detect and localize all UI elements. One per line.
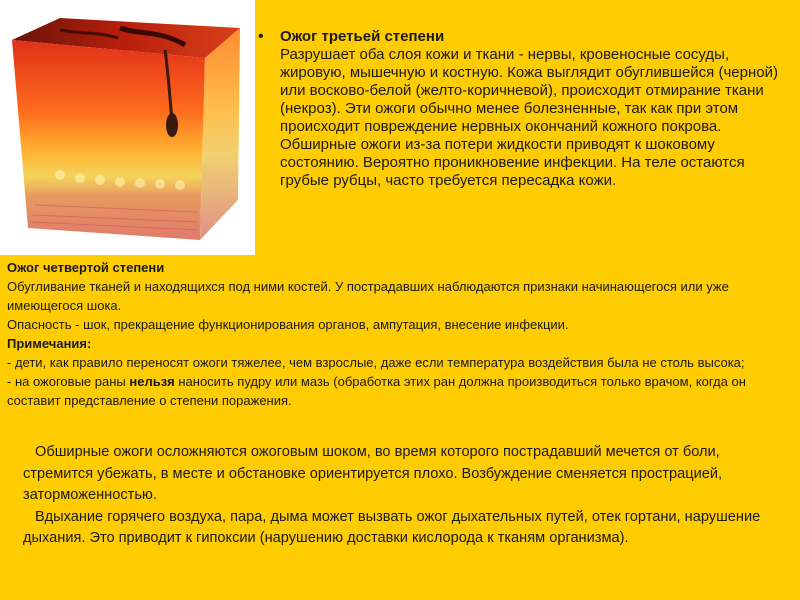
fourth-degree-section [7, 258, 792, 410]
notes-heading: Примечания: [7, 336, 92, 351]
note-1: - дети, как правило переносят ожоги тяжелее, чем взрослые, даже если температура воздействия была не столь высока; [7, 355, 745, 370]
bottom-section [23, 442, 783, 550]
third-degree-heading: Ожог третьей степени [280, 28, 445, 45]
third-degree-body: Разрушает оба слоя кожи и ткани - нервы, кровеносные сосуды, жировую, мышечную и костную. Кожа выглядит обуглившейся (черной) или восково-белой (желто-коричневой), происходит отмирание ткани (некроз). Эти ожоги обычно менее болезненные, так как при этом происходит повреждение нервных окончаний кожного покрова. Обширные ожоги из-за потери жидкости приводят к шоковому состоянию. Вероятно проникновение инфекции. На теле остаются грубые рубцы, часто требуется пересадка кожи. [280, 46, 778, 189]
bottom-paragraph-2-text: Вдыхание горячего воздуха, пара, дыма может вызвать ожог дыхательных путей, отек гортани, нарушение дыхания. Это приводит к гипоксии (нарушению доставки кислорода к тканям организма). [23, 508, 761, 546]
note-2-after: наносить пудру или мазь (обработка этих ран должна производиться только врачом, когда он составит представление о степени поражения. [7, 374, 746, 408]
fourth-degree-heading: Ожог четвертой степени [7, 260, 165, 275]
note-2-bold: нельзя [129, 374, 175, 389]
bottom-paragraph-1 [23, 442, 783, 507]
skin-cross-section-icon [0, 0, 255, 255]
fourth-degree-line1: Обугливание тканей и находящихся под ними костей. У пострадавших наблюдаются признаки начинающегося или уже имеющегося шока. [7, 279, 729, 313]
bottom-paragraph-2 [23, 507, 783, 550]
bullet-icon: • [258, 28, 264, 45]
skin-burn-illustration [0, 0, 255, 255]
note-2-before: - на ожоговые раны [7, 374, 130, 389]
third-degree-section [258, 28, 778, 190]
bottom-paragraph-1-text: Обширные ожоги осложняются ожоговым шоком, во время которого пострадавший мечется от боли, стремится убежать, в месте и обстановке ориентируется плохо. Возбуждение сменяется прострацией, заторможенностью. [23, 444, 723, 503]
note-2 [7, 372, 792, 410]
fourth-degree-line2: Опасность - шок, прекращение функционирования органов, ампутация, внесение инфекции. [7, 317, 569, 332]
